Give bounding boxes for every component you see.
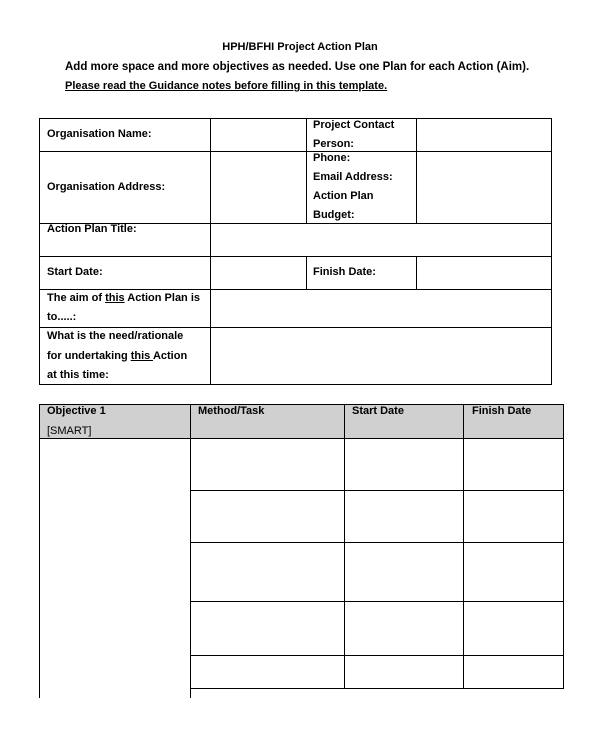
finish-cell[interactable]	[463, 490, 564, 543]
need-text: for undertaking	[47, 350, 131, 362]
org-address-label: Organisation Address:	[47, 181, 166, 193]
start-cell[interactable]	[344, 655, 464, 689]
phone-label: Phone:	[313, 152, 351, 164]
contact-label-2: Person:	[313, 138, 354, 150]
start-header-label: Start Date	[352, 405, 404, 417]
start-date-field[interactable]	[210, 256, 307, 290]
org-address-field[interactable]	[210, 151, 307, 224]
finish-cell[interactable]	[463, 655, 564, 689]
email-label: Email Address:	[313, 171, 393, 183]
title-label: Action Plan Title:	[47, 223, 137, 235]
start-cell[interactable]	[344, 438, 464, 491]
finish-cell[interactable]	[463, 542, 564, 602]
aim-text: The aim of	[47, 292, 106, 304]
objective-header-label: Objective 1	[47, 405, 106, 417]
budget-label-2: Budget:	[313, 209, 355, 221]
aim-label-1	[47, 289, 200, 308]
budget-label-1: Action Plan	[313, 190, 374, 202]
instruction-text: Add more space and more objectives as needed. Use one Plan for each Action (Aim).	[65, 61, 530, 73]
method-cell[interactable]	[190, 655, 345, 689]
page-title: HPH/BFHI Project Action Plan	[222, 41, 378, 53]
finish-cell[interactable]	[463, 438, 564, 491]
method-cell[interactable]	[190, 438, 345, 491]
finish-date-field[interactable]	[416, 256, 552, 290]
method-cell[interactable]	[190, 601, 345, 656]
finish-header-label: Finish Date	[472, 405, 532, 417]
aim-text-end: Action Plan is	[124, 292, 201, 304]
smart-label: [SMART]	[47, 425, 92, 437]
contact-field[interactable]	[416, 118, 552, 152]
objective-field[interactable]	[39, 438, 191, 698]
method-cell[interactable]	[190, 490, 345, 543]
start-cell[interactable]	[344, 601, 464, 656]
need-label-2	[47, 347, 187, 366]
finish-date-label: Finish Date:	[313, 266, 376, 278]
contact-details-field[interactable]	[416, 151, 552, 224]
aim-emphasis: this	[105, 292, 125, 304]
org-name-label: Organisation Name:	[47, 128, 152, 140]
aim-label-2: to.....:	[47, 311, 77, 323]
need-label-3: at this time:	[47, 369, 109, 381]
need-field[interactable]	[210, 327, 552, 385]
action-plan-title-field[interactable]	[210, 223, 552, 257]
start-cell[interactable]	[344, 542, 464, 602]
need-emphasis: this	[130, 350, 153, 362]
start-date-label: Start Date:	[47, 266, 103, 278]
method-cell[interactable]	[190, 542, 345, 602]
aim-field[interactable]	[210, 289, 552, 328]
need-label-1: What is the need/rationale	[47, 330, 184, 342]
finish-cell[interactable]	[463, 601, 564, 656]
need-text-end: Action	[152, 350, 188, 362]
contact-label-1: Project Contact	[313, 119, 395, 131]
guidance-note: Please read the Guidance notes before filling in this template.	[65, 80, 388, 92]
start-cell[interactable]	[344, 490, 464, 543]
org-name-field[interactable]	[210, 118, 307, 152]
method-header-label: Method/Task	[198, 405, 265, 417]
